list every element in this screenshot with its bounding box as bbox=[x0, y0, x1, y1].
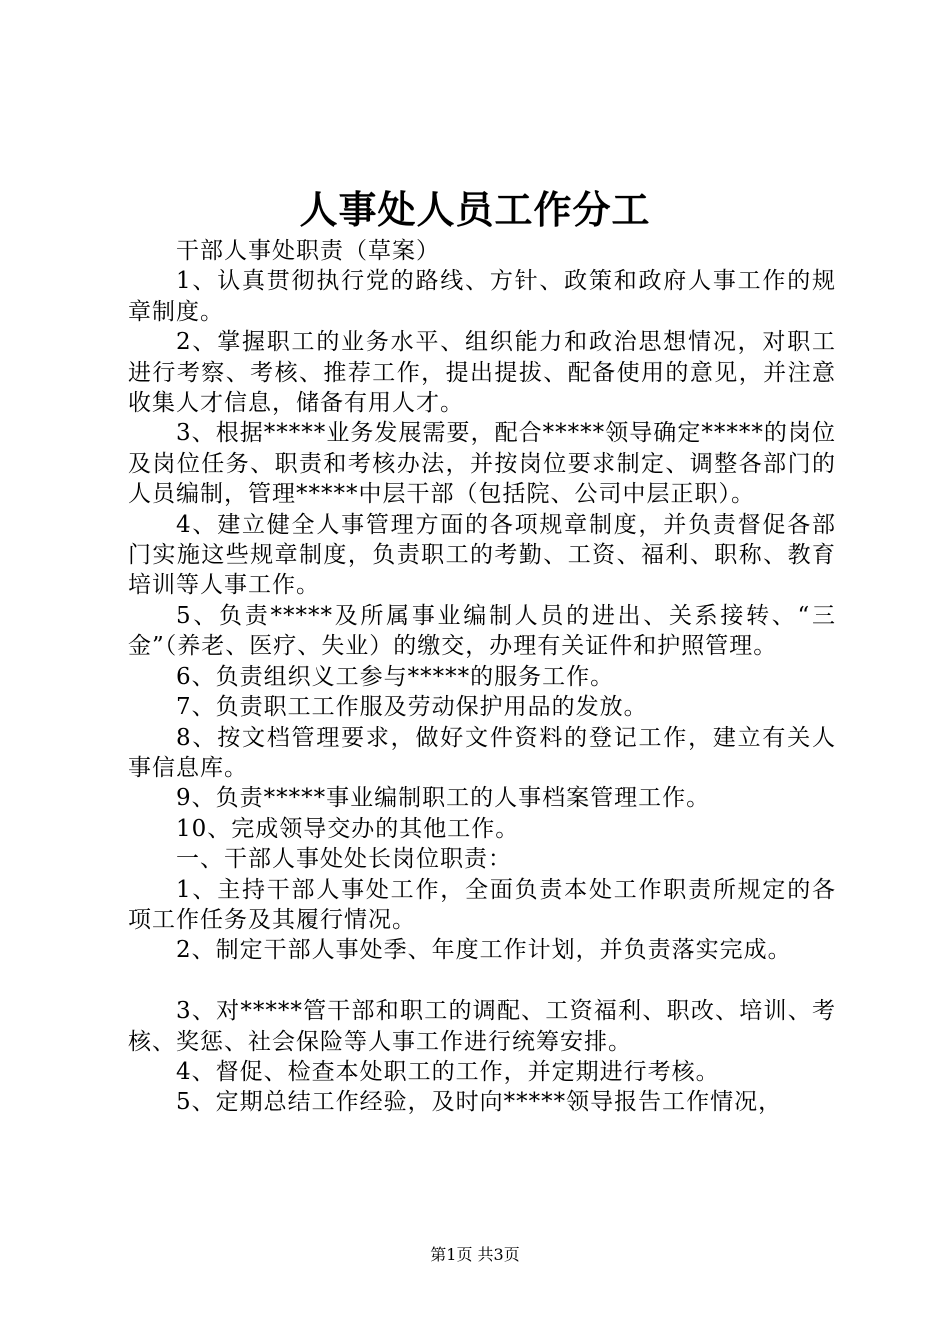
paragraph: 4、建立健全人事管理方面的各项规章制度，并负责督促各部门实施这些规章制度，负责职工的考勤、工资、福利、职称、教育培训等人事工作。 bbox=[128, 511, 836, 599]
document-body bbox=[128, 236, 836, 1118]
paragraph: 9、负责*****事业编制职工的人事档案管理工作。 bbox=[176, 785, 711, 812]
paragraph: 8、按文档管理要求，做好文件资料的登记工作，建立有关人事信息库。 bbox=[128, 724, 836, 781]
blank-line bbox=[128, 966, 836, 996]
paragraph: 7、负责职工工作服及劳动保护用品的发放。 bbox=[176, 694, 648, 721]
paragraph: 3、根据*****业务发展需要，配合*****领导确定*****的岗位及岗位任务、职责和考核办法，并按岗位要求制定、调整各部门的人员编制，管理*****中层干部（包括院、公司中层正职）。 bbox=[128, 420, 836, 508]
paragraph: 4、督促、检查本处职工的工作，并定期进行考核。 bbox=[176, 1058, 720, 1085]
paragraph: 1、主持干部人事处工作，全面负责本处工作职责所规定的各项工作任务及其履行情况。 bbox=[128, 876, 836, 933]
paragraph: 6、负责组织义工参与*****的服务工作。 bbox=[176, 663, 615, 690]
paragraph: 5、定期总结工作经验，及时向*****领导报告工作情况， bbox=[176, 1089, 783, 1116]
section-heading: 一、干部人事处处长岗位职责： bbox=[176, 846, 512, 873]
document-title: 人事处人员工作分工 bbox=[299, 187, 651, 232]
page-footer: 第1页 共3页 bbox=[430, 1245, 520, 1264]
paragraph: 2、制定干部人事处季、年度工作计划，并负责落实完成。 bbox=[176, 937, 792, 964]
section-heading: 干部人事处职责（草案） bbox=[176, 238, 440, 264]
paragraph: 2、掌握职工的业务水平、组织能力和政治思想情况，对职工进行考察、考核、推荐工作，提出提拔、配备使用的意见，并注意收集人才信息，储备有用人才。 bbox=[128, 329, 836, 417]
paragraph: 10、完成领导交办的其他工作。 bbox=[176, 815, 520, 842]
paragraph: 1、认真贯彻执行党的路线、方针、政策和政府人事工作的规章制度。 bbox=[128, 268, 836, 325]
paragraph: 3、对*****管干部和职工的调配、工资福利、职改、培训、考核、奖惩、社会保险等人事工作进行统筹安排。 bbox=[128, 998, 836, 1055]
paragraph: 5、负责*****及所属事业编制人员的进出、关系接转、“三金”（养老、医疗、失业）的缴交，办理有关证件和护照管理。 bbox=[128, 602, 836, 660]
